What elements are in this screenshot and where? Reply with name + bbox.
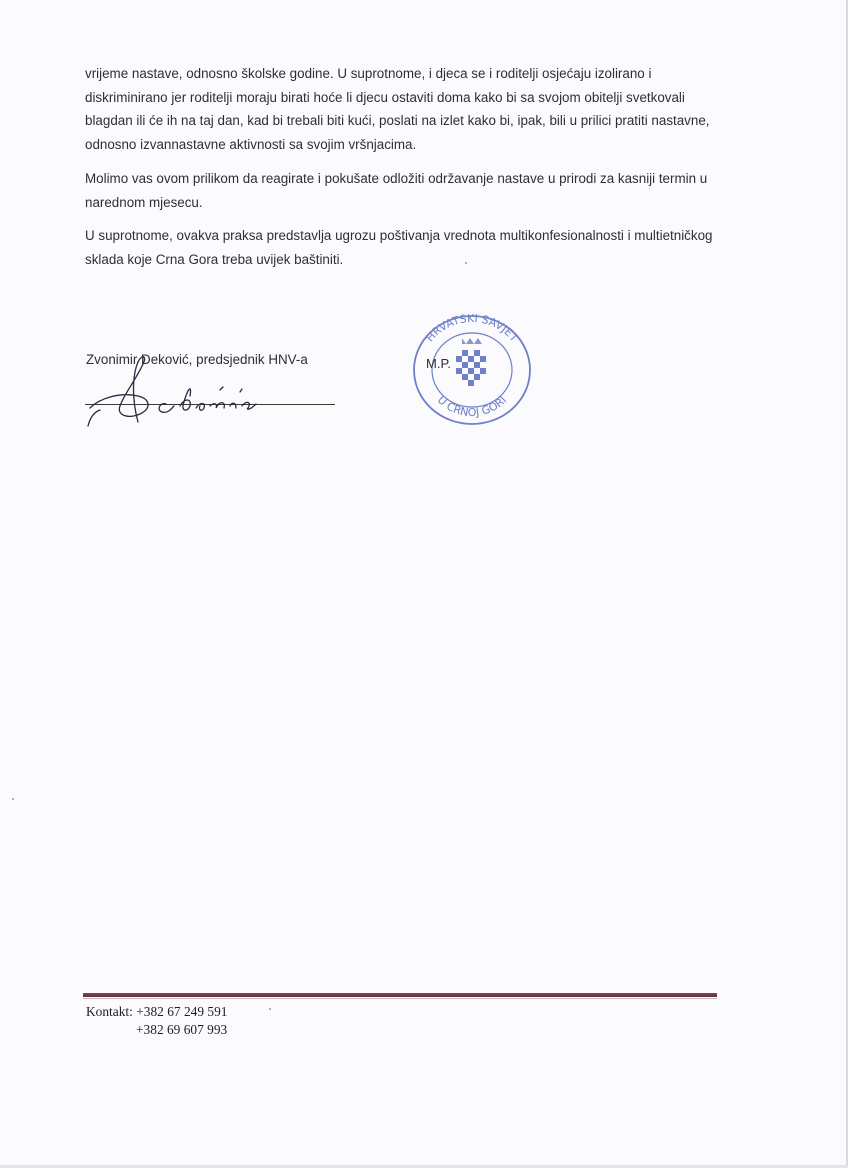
- scan-speck: [269, 1008, 271, 1010]
- footer-rule-shadow: [83, 998, 717, 999]
- stamp-mark: M.P.: [426, 356, 452, 371]
- paragraph-1-text: vrijeme nastave, odnosno školske godine. U suprotnome, i djeca se i roditelji osjećaju izolirano i diskriminirano jer roditelji moraju birati hoće li djecu ostaviti doma kako bi sa svojom obitelji svetkovali blagdan ili će ih na taj dan, kad bi trebali biti kući, poslati na izlet kako bi, ipak, bili u prilici pratiti nastavne, odnosno izvannastavne aktivnosti sa svojim vršnjacima.: [85, 66, 710, 152]
- scan-speck: [465, 262, 467, 264]
- svg-text:U CRNOJ GORI: U CRNOJ GORI: [434, 393, 510, 420]
- phone-2: +382 69 607 993: [136, 1022, 228, 1037]
- contact-label: Kontakt:: [86, 1004, 133, 1019]
- scan-speck: [12, 798, 14, 800]
- svg-text:HRVATSKI SAVJET: HRVATSKI SAVJET: [423, 312, 521, 345]
- phone-1: +382 67 249 591: [136, 1004, 228, 1019]
- contact-line-1: [86, 1003, 227, 1021]
- coat-of-arms-icon: [456, 338, 486, 386]
- handwritten-signature: [80, 340, 280, 430]
- paragraph-1: [85, 62, 725, 156]
- paragraph-3: [85, 224, 725, 271]
- paragraph-3-text: U suprotnome, ovakva praksa predstavlja ugrozu poštivanja vrednota multikonfesionalnosti i multietničkog sklada koje Crna Gora treba uvijek baštiniti.: [85, 228, 713, 267]
- signer-name: Zvonimir Deković, predsjednik HNV-a: [86, 352, 308, 367]
- footer-rule: [83, 993, 717, 997]
- official-stamp: [410, 312, 534, 428]
- paragraph-2-text: Molimo vas ovom prilikom da reagirate i pokušate odložiti održavanje nastave u prirodi za kasniji termin u narednom mjesecu.: [85, 171, 708, 210]
- paragraph-2: [85, 167, 725, 214]
